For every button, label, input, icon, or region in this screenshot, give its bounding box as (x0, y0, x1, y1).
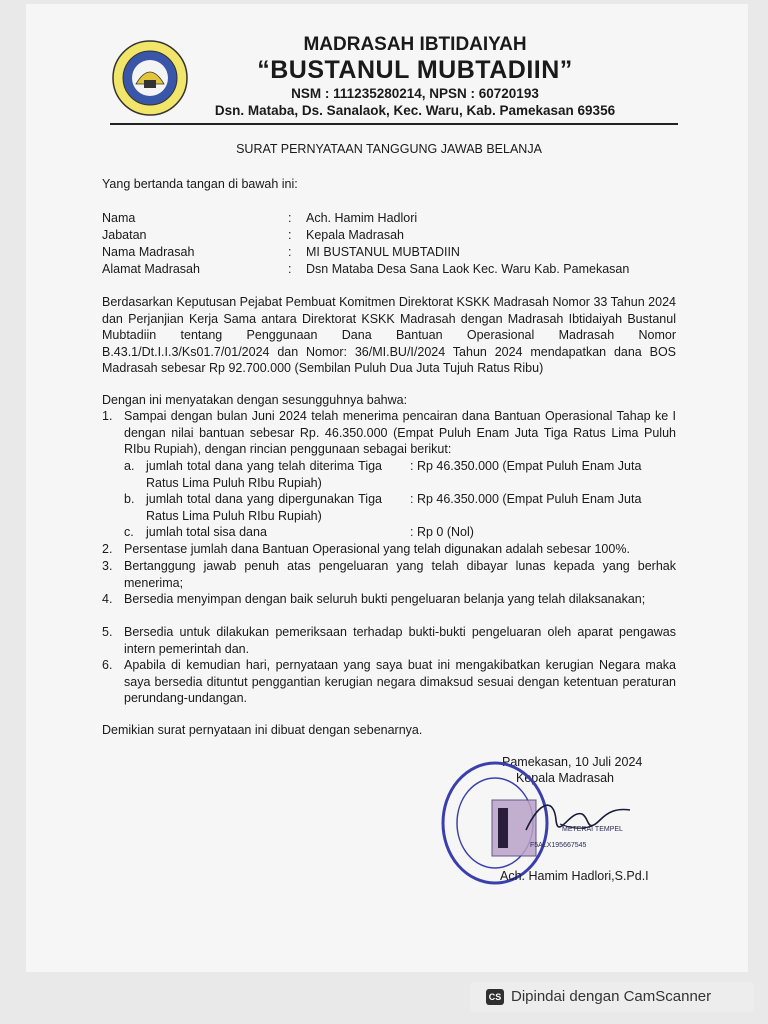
basis-paragraph: Berdasarkan Keputusan Pejabat Pembuat Komitmen Direktorat KSKK Madrasah Nomor 33 Tahun 2024 dan Perjanjian Kerja Sama antara Direktorat KSKK Madrasah dengan Madrasah Ibtidaiyah Bustanul Mubtadiin tentang Penggunaan Dana Bantuan Operasional Madrasah Nomor B.43.1/Dt.I.I.3/Ks01.7/01/2024 dan Nomor: 36/MI.BU/I/2024 Tahun 2024 mendapatkan dana BOS Madrasah sebesar Rp 92.700.000 (Sembilan Puluh Dua Juta Tujuh Ratus Ribu) (102, 295, 676, 375)
document-title: SURAT PERNYATAAN TANGGUNG JAWAB BELANJA (236, 142, 542, 156)
camscanner-icon: CS (486, 989, 504, 1005)
identity-label-school: Nama Madrasah (102, 245, 195, 259)
list-item-number: 1. (102, 409, 113, 423)
list-item-text: Bertanggung jawab penuh atas pengeluaran yang telah dibayar lunas kepada yang berhak menerima; (124, 559, 676, 590)
letterhead-line1: MADRASAH IBTIDAIYAH (303, 34, 527, 55)
statement-intro: Dengan ini menyatakan dengan sesungguhnya bahwa: (102, 393, 408, 407)
subitem-value: : Rp 0 (Nol) (410, 525, 474, 539)
identity-value-name: Ach. Hamim Hadlori (306, 211, 418, 225)
list-item-number: 4. (102, 592, 113, 606)
list-item-number: 2. (102, 542, 113, 556)
subitem-value: : Rp 46.350.000 (Empat Puluh Enam Juta (410, 459, 642, 473)
subitem-letter: a. (124, 459, 135, 473)
identity-label-address: Alamat Madrasah (102, 262, 200, 276)
list-item-text: Apabila di kemudian hari, pernyataan yang saya buat ini mengakibatkan kerugian Negara maka saya bersedia dituntut penggantian kerugian negara dimaksud sesuai dengan ketentuan peraturan perundang-undangan. (124, 658, 676, 705)
identity-value-school: MI BUSTANUL MUBTADIIN (306, 245, 460, 259)
list-item-text: Persentase jumlah dana Bantuan Operasional yang telah digunakan adalah sebesar 100%. (124, 542, 630, 556)
place-date: Pamekasan, 10 Juli 2024 (502, 755, 643, 769)
identity-label-name: Nama (102, 211, 136, 225)
subitem-letter: c. (124, 525, 134, 539)
list-item-number: 3. (102, 559, 113, 573)
list-item-number: 5. (102, 625, 113, 639)
letterhead-school-name: “BUSTANUL MUBTADIIN” (257, 56, 573, 84)
identity-sep-position: : (288, 228, 292, 242)
identity-sep-address: : (288, 262, 292, 276)
identity-label-position: Jabatan (102, 228, 147, 242)
list-item-text: Sampai dengan bulan Juni 2024 telah menerima pencairan dana Bantuan Operasional Tahap ke I dengan nilai bantuan sebesar Rp. 46.350.000 (Empat Puluh Enam Juta Tiga Ratus Lima Puluh RIbu Rupiah), dengan rincian penggunaan sebagai berikut: (124, 409, 676, 456)
identity-sep-school: : (288, 245, 292, 259)
subitem-text: jumlah total dana yang dipergunakan Tiga Ratus Lima Puluh RIbu Rupiah) (146, 492, 382, 523)
meterai-label: METERAI TEMPEL (562, 826, 623, 833)
identity-value-address: Dsn Mataba Desa Sana Laok Kec. Waru Kab. Pamekasan (306, 262, 630, 276)
signer-position: Kepala Madrasah (516, 771, 614, 785)
meterai-code: F5ALX195667545 (530, 842, 587, 849)
list-item-text: Bersedia menyimpan dengan baik seluruh bukti pengeluaran belanja yang telah dilaksanakan; (124, 592, 646, 606)
subitem-text: jumlah total dana yang telah diterima Tiga Ratus Lima Puluh RIbu Rupiah) (146, 459, 382, 490)
subitem-letter: b. (124, 492, 135, 506)
subitem-text: jumlah total sisa dana (146, 525, 267, 539)
subitem-value: : Rp 46.350.000 (Empat Puluh Enam Juta (410, 492, 642, 506)
closing-statement: Demikian surat pernyataan ini dibuat dengan sebenarnya. (102, 723, 423, 737)
scanner-watermark-text: Dipindai dengan CamScanner (511, 988, 712, 1005)
letterhead-divider (110, 123, 678, 125)
identity-sep-name: : (288, 211, 292, 225)
signer-name: Ach. Hamim Hadlori,S.Pd.I (500, 869, 649, 883)
list-item-text: Bersedia untuk dilakukan pemeriksaan terhadap bukti-bukti pengeluaran oleh aparat pengawas intern pemerintah dan. (124, 625, 676, 656)
identity-value-position: Kepala Madrasah (306, 228, 404, 242)
list-item-number: 6. (102, 658, 113, 672)
letterhead-address: Dsn. Mataba, Ds. Sanalaok, Kec. Waru, Kab. Pamekasan 69356 (214, 103, 616, 118)
letterhead-nsm-npsn: NSM : 111235280214, NPSN : 60720193 (291, 86, 539, 101)
school-logo (112, 40, 188, 116)
handwritten-signature (520, 790, 640, 850)
intro-text: Yang bertanda tangan di bawah ini: (102, 177, 298, 191)
